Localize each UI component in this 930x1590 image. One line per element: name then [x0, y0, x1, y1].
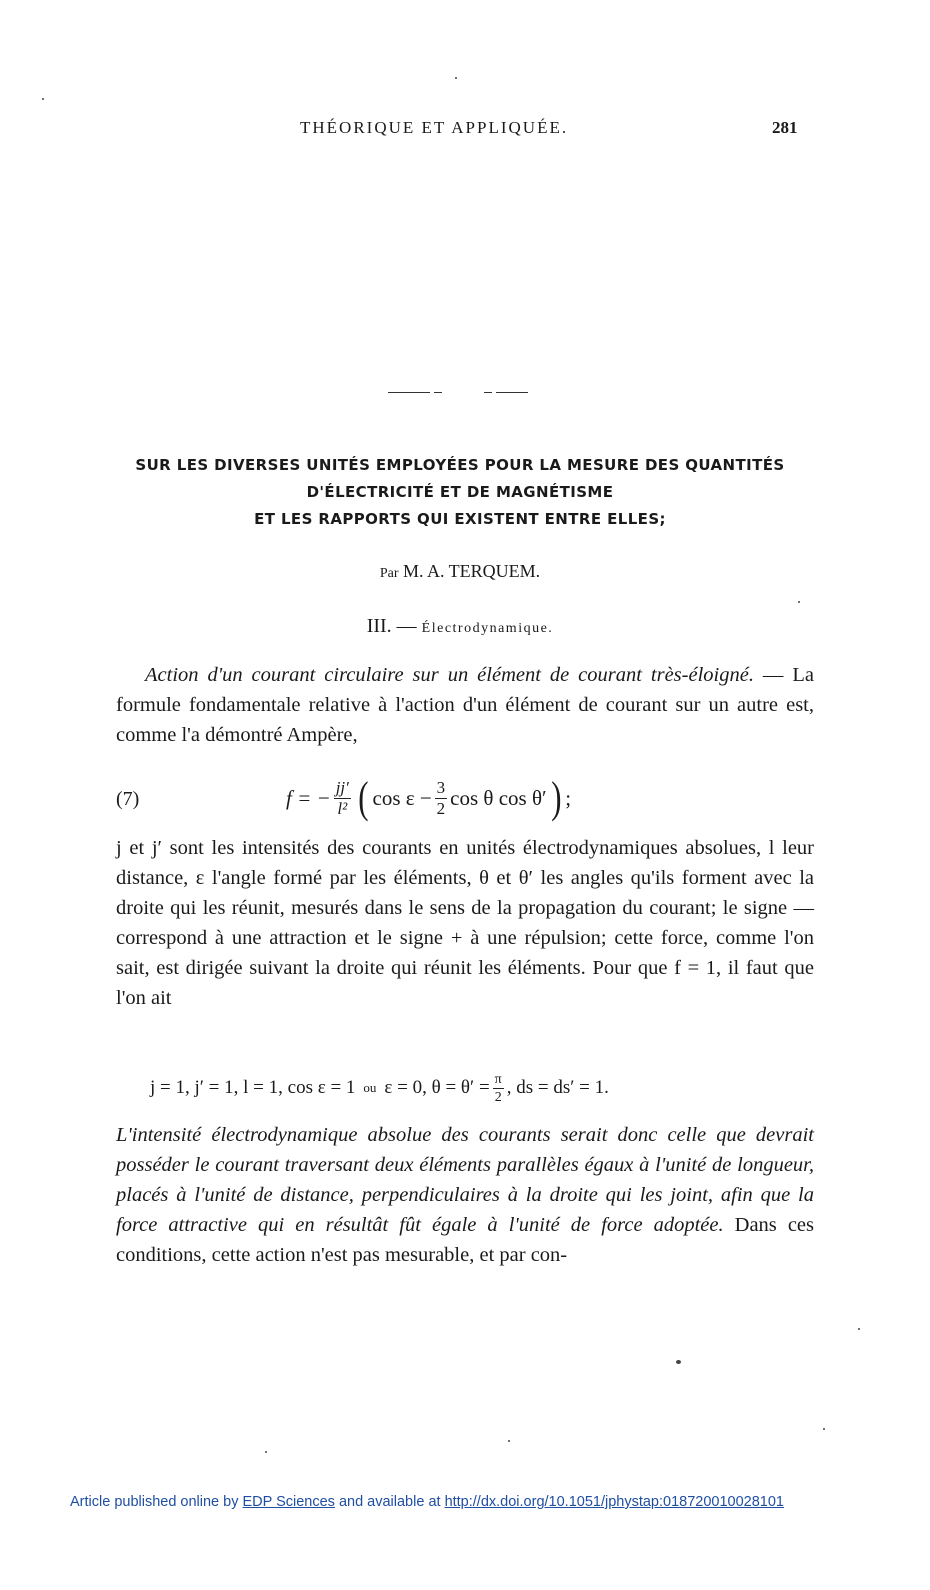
equation-term-2: cos θ cos θ′ — [450, 785, 547, 810]
paragraph-1-italic-lead: Action d'un courant circulaire sur un élément de courant très-éloigné. — [145, 664, 754, 686]
footer-prefix: Article published online by — [70, 1494, 239, 1510]
article-title — [100, 452, 820, 533]
byline — [100, 561, 820, 582]
section-heading — [100, 615, 820, 638]
article-title-line-1: SUR LES DIVERSES UNITÉS EMPLOYÉES POUR LA MESURE DES QUANTITÉS — [135, 456, 785, 474]
equation-fraction — [334, 778, 351, 819]
conditions-part-2: ε = 0, θ = θ′ = — [384, 1077, 490, 1098]
equation-term-1: cos ε − — [372, 785, 432, 810]
section-number: III. — — [366, 615, 417, 637]
equation-7 — [0, 768, 930, 828]
conditions-part-1: j = 1, j′ = 1, l = 1, cos ε = 1 — [150, 1077, 356, 1098]
conditions-pi-denominator: 2 — [494, 1089, 502, 1105]
paragraph-1 — [116, 660, 814, 750]
paragraph-1-text: — La formule fondamentale relative à l'action d'un élément de courant sur un autre est, comme l'a démontré Ampère, — [116, 664, 814, 746]
byline-author: M. A. TERQUEM. — [402, 561, 541, 581]
unit-conditions — [0, 1068, 930, 1108]
scan-speck — [676, 1360, 681, 1364]
conditions-part-3: , ds = ds′ = 1. — [506, 1077, 609, 1098]
article-title-line-2: D'ÉLECTRICITÉ ET DE MAGNÉTISME — [306, 483, 614, 501]
scan-speck — [823, 1428, 825, 1430]
equation-open-paren: ( — [358, 773, 369, 822]
byline-prefix: Par — [379, 566, 399, 581]
scan-speck — [508, 1440, 510, 1442]
equation-close-paren: ) — [550, 773, 562, 822]
conditions-pi-fraction — [493, 1071, 504, 1106]
equation-number: (7) — [116, 788, 140, 810]
scan-speck — [798, 601, 800, 603]
equation-fraction-denominator: l² — [337, 798, 348, 818]
publication-footer — [70, 1494, 900, 1510]
paragraph-3-italic: L'intensité électrodynamique absolue des courants serait donc celle que devrait posséder le courant traversant deux éléments parallèles égaux à l'unité de longueur, placés à l'unité de distance, perpendiculaires à la droite qui les joint, afin que la force attractive qui en résultât fût égale à l'unité de force adoptée. — [116, 1124, 814, 1236]
equation-coefficient-numerator: 3 — [436, 777, 446, 797]
equation-body — [286, 768, 571, 828]
doi-link[interactable]: http://dx.doi.org/10.1051/jphystap:018720010028101 — [444, 1494, 784, 1510]
paragraph-2: j et j′ sont les intensités des courants en unités électrodynamiques absolues, l leur distance, ε l'angle formé par les éléments, θ et θ′ les angles qu'ils forment avec la droite qui les réunit, mesurés dans le sens de la propagation du courant; le signe — correspond à une attraction et le signe + à une répulsion; cette force, comme l'on sait, est dirigée suivant la droite qui réunit les éléments. Pour que f = 1, il faut que l'on ait — [116, 837, 814, 1009]
scan-speck — [455, 77, 457, 79]
paragraph-3-roman: Dans ces conditions, cette action n'est pas mesurable, et par con- — [116, 1214, 814, 1266]
equation-lhs: f = − — [286, 785, 331, 810]
equation-coefficient — [435, 778, 448, 819]
unit-conditions-body — [150, 1068, 609, 1108]
article-title-line-3: ET LES RAPPORTS QUI EXISTENT ENTRE ELLES; — [254, 510, 666, 528]
equation-fraction-numerator: jj′ — [335, 777, 349, 797]
title-separator — [388, 392, 528, 394]
conditions-ou: ou — [363, 1080, 377, 1095]
equation-end: ; — [565, 785, 572, 810]
scan-speck — [858, 1328, 860, 1330]
scan-speck — [42, 98, 44, 100]
publisher-link[interactable]: EDP Sciences — [242, 1494, 335, 1510]
equation-coefficient-denominator: 2 — [436, 798, 446, 818]
running-header — [0, 118, 930, 144]
conditions-pi-numerator: π — [494, 1071, 502, 1087]
footer-middle: and available at — [338, 1494, 441, 1510]
paragraph-3 — [116, 1120, 814, 1270]
scan-speck — [265, 1451, 267, 1453]
page-number: 281 — [772, 118, 798, 137]
running-title: THÉORIQUE ET APPLIQUÉE. — [300, 118, 569, 137]
section-title: Électrodynamique. — [421, 621, 554, 636]
